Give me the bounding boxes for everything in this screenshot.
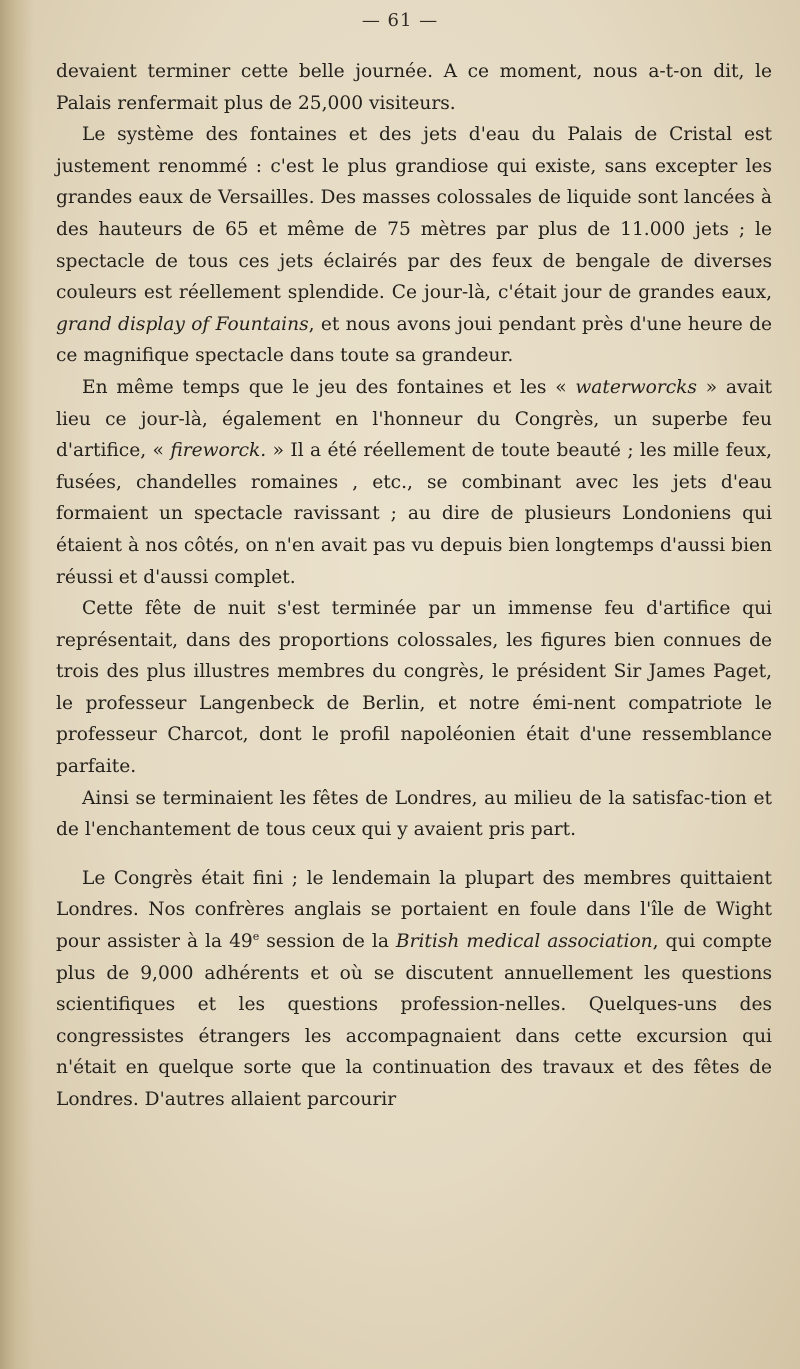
italic-phrase: fireworck. bbox=[170, 440, 267, 462]
text-run: Ainsi se terminaient les fêtes de Londres, au milieu de la satisfac-tion et de l'enchantement de tous ceux qui y avaient pris part. bbox=[56, 787, 772, 841]
text-run: » avait lieu ce jour-là, également en l'honneur du Congrès, un superbe feu d'artifice, « bbox=[56, 376, 772, 462]
text-run: devaient terminer cette belle journée. A ce moment, nous a-t-on dit, le Palais renfermait plus de 25,000 visiteurs. bbox=[56, 61, 772, 114]
paragraph bbox=[56, 119, 772, 372]
paragraph bbox=[56, 863, 772, 1116]
text-run: session de la bbox=[259, 931, 396, 953]
body-text bbox=[56, 56, 772, 1116]
binding-shadow bbox=[0, 0, 34, 1369]
text-run: » Il a été réellement de toute beauté ; les mille feux, fusées, chandelles romaines , etc., se combinant avec les jets d'eau formaient un spectacle ravissant ; au dire de plusieurs Londoniens qui étaient à nos côtés, on n'en avait pas vu depuis bien longtemps d'aussi bien réussi et d'aussi complet. bbox=[56, 440, 772, 588]
paragraph bbox=[56, 783, 772, 846]
text-run: Le système des fontaines et des jets d'eau du Palais de Cristal est justement renommé : c'est le plus grandiose qui existe, sans excepter les grandes eaux de Versailles. Des masses colossales de liquide sont lancées à des hauteurs de 65 et même de 75 mètres par plus de 11.000 jets ; le spectacle de tous ces jets éclairés par des feux de bengale de diverses couleurs est réellement splendide. Ce jour-là, c'était jour de grandes eaux, bbox=[56, 124, 772, 304]
text-run: En même temps que le jeu des fontaines et les « bbox=[82, 376, 576, 398]
paragraph bbox=[56, 593, 772, 783]
paragraph bbox=[56, 372, 772, 593]
text-run: , et nous avons joui pendant près d'une heure de ce magnifique spectacle dans toute sa grandeur. bbox=[56, 313, 772, 367]
paragraph bbox=[56, 56, 772, 119]
text-run: Cette fête de nuit s'est terminée par un immense feu d'artifice qui représentait, dans des proportions colossales, les figures bien connues de trois des plus illustres membres du congrès, le président Sir James Paget, le professeur Langenbeck de Berlin, et notre émi-nent compatriote le professeur Charcot, dont le profil napoléonien était d'une ressemblance parfaite. bbox=[56, 598, 772, 778]
italic-phrase: British medical association bbox=[395, 931, 653, 953]
page-number: — 61 — bbox=[361, 10, 439, 31]
italic-phrase: waterworcks bbox=[575, 376, 697, 398]
italic-phrase: grand display of Fountains bbox=[56, 313, 309, 335]
text-run: Le Congrès était fini ; le lendemain la plupart des membres quittaient Londres. Nos confrères anglais se portaient en foule dans l'île de Wight pour assister à la 49 bbox=[56, 867, 772, 953]
text-run: , qui compte plus de 9,000 adhérents et où se discutent annuellement les questions scientifiques et les questions profession-nelles. Quelques-uns des congressistes étrangers les accompagnaient dans cette excursion qui n'était en quelque sorte que la continuation des travaux et des fêtes de Londres. D'autres allaient parcourir bbox=[56, 931, 772, 1110]
superscript: e bbox=[252, 929, 260, 943]
